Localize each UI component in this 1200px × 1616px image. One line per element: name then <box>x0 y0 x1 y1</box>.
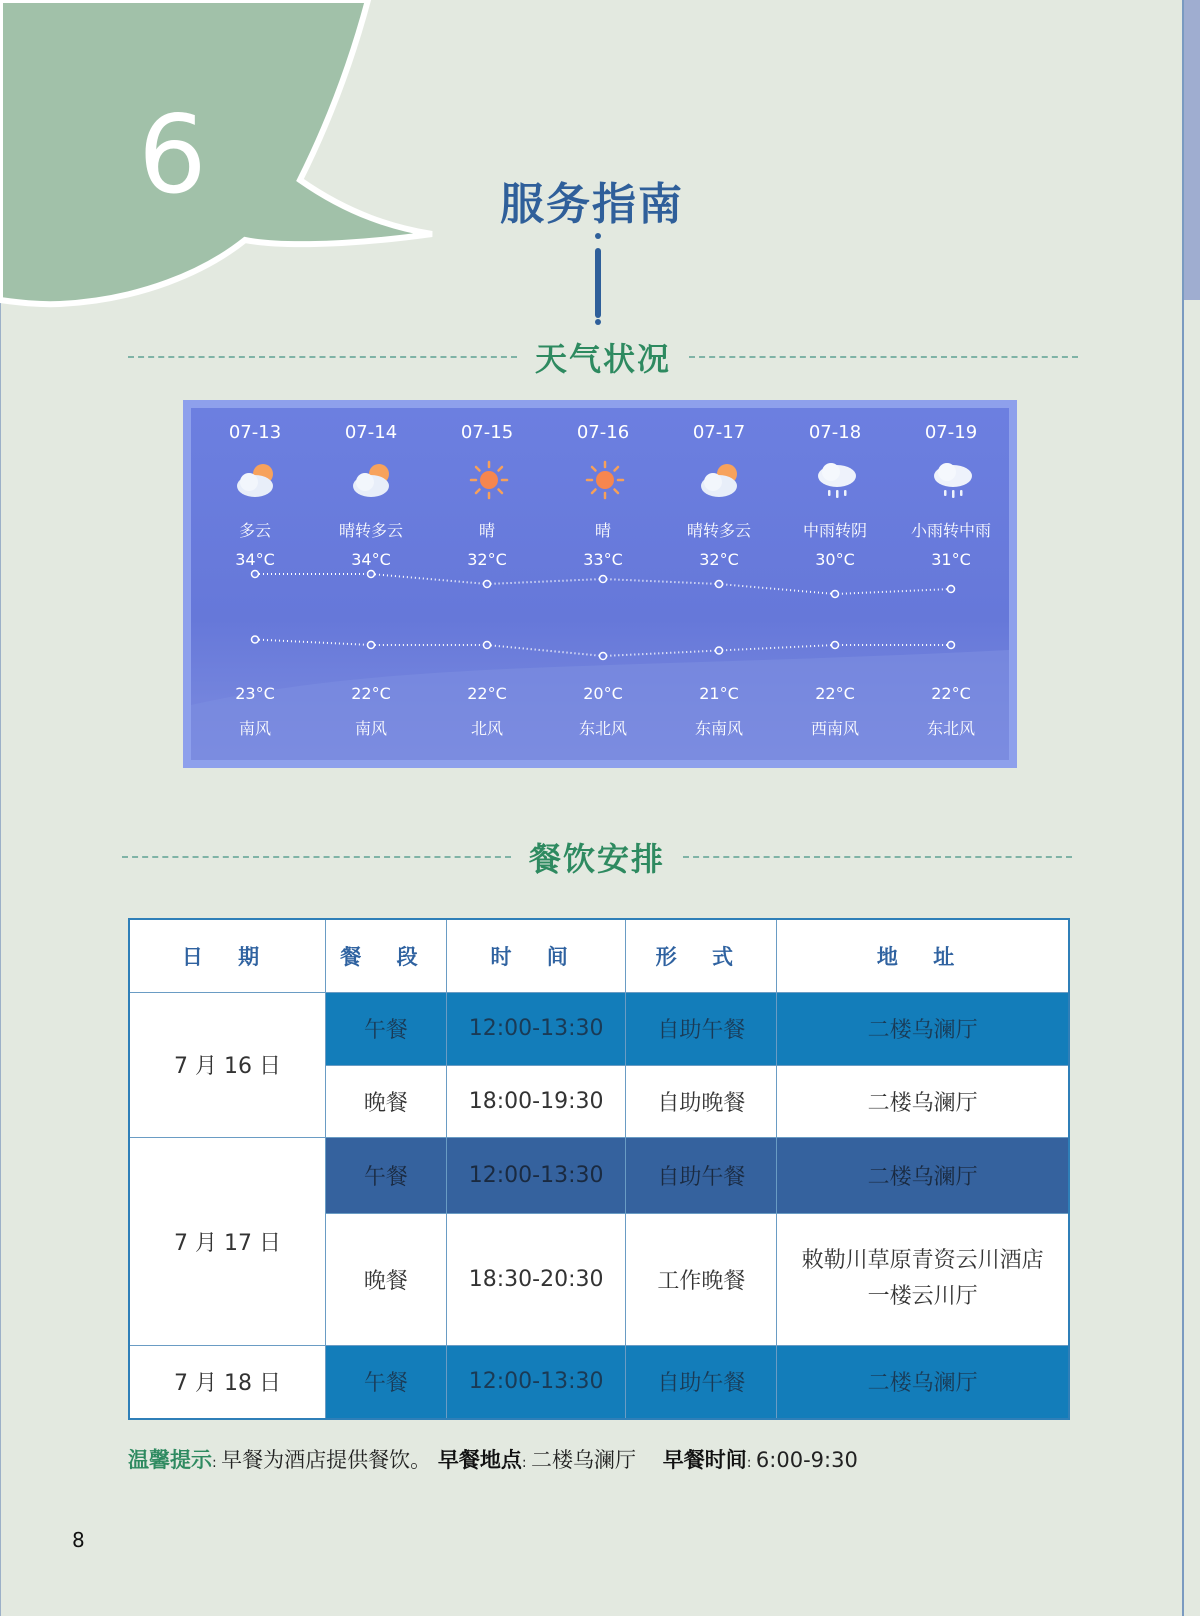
wind-direction: 东南风 <box>694 719 743 738</box>
high-temp-point <box>716 581 723 588</box>
high-temperature: 32°C <box>467 550 507 569</box>
high-temperature: 34°C <box>235 550 275 569</box>
format-cell: 自助午餐 <box>626 1345 777 1419</box>
high-temperature: 33°C <box>583 550 623 569</box>
low-temp-point <box>600 653 607 660</box>
sun-icon <box>467 460 511 500</box>
forecast-date: 07-14 <box>344 422 398 443</box>
low-temperature: 21°C <box>699 684 739 703</box>
high-temp-point <box>484 581 491 588</box>
low-temperature: 22°C <box>815 684 855 703</box>
low-temp-point <box>484 642 491 649</box>
time-cell: 18:00-19:30 <box>446 1065 626 1137</box>
header-meal: 餐 段 <box>326 919 447 992</box>
low-temperature: 22°C <box>351 684 391 703</box>
low-temp-point <box>832 642 839 649</box>
format-cell: 自助午餐 <box>626 1137 777 1213</box>
weather-forecast-card <box>183 400 1017 768</box>
high-temp-point <box>600 576 607 583</box>
weather-heading-text: 天气状况 <box>535 340 672 378</box>
dining-schedule-table <box>128 918 1070 1420</box>
tip-label: 温馨提示 <box>128 1448 212 1472</box>
high-temp-point <box>832 591 839 598</box>
dining-heading-text: 餐饮安排 <box>529 840 666 878</box>
wind-direction: 北风 <box>470 719 503 738</box>
forecast-date: 07-18 <box>808 422 862 443</box>
table-header-row <box>129 919 1069 992</box>
meal-cell: 午餐 <box>326 992 447 1065</box>
chapter-number: 6 <box>138 93 207 218</box>
low-temp-point <box>948 642 955 649</box>
weather-section-heading <box>128 334 1078 380</box>
meal-cell: 午餐 <box>326 1137 447 1213</box>
weather-condition: 小雨转中雨 <box>910 521 991 540</box>
location-cell <box>777 1213 1069 1345</box>
high-temperature: 32°C <box>699 550 739 569</box>
high-temperature: 34°C <box>351 550 391 569</box>
high-temperature: 30°C <box>815 550 855 569</box>
cloud-sun-icon <box>699 460 743 500</box>
breakfast-place-label: 早餐地点 <box>437 1448 522 1472</box>
cloud-sun-icon <box>351 460 395 500</box>
rain-cloud-icon <box>815 460 859 500</box>
sun-icon <box>583 460 627 500</box>
format-cell: 自助午餐 <box>626 992 777 1065</box>
forecast-date: 07-17 <box>692 422 746 443</box>
time-cell: 18:30-20:30 <box>446 1213 626 1345</box>
page-title: 服务指南 <box>500 179 684 230</box>
breakfast-place: 二楼乌澜厅 <box>531 1448 637 1472</box>
date-cell: 7 月 17 日 <box>129 1137 326 1345</box>
location-line-2: 一楼云川厅 <box>867 1284 978 1309</box>
header-date: 日 期 <box>129 919 326 992</box>
table-row <box>129 1137 1069 1213</box>
title-divider-ornament <box>592 230 604 326</box>
rain-cloud-icon <box>931 460 975 500</box>
date-cell: 7 月 18 日 <box>129 1345 326 1419</box>
forecast-date: 07-15 <box>460 422 514 443</box>
forecast-date: 07-19 <box>924 422 978 443</box>
low-temperature: 22°C <box>931 684 971 703</box>
high-temp-point <box>252 571 259 578</box>
cloud-sun-icon <box>235 460 279 500</box>
header-time: 时 间 <box>446 919 626 992</box>
location-cell: 二楼乌澜厅 <box>777 1065 1069 1137</box>
meal-cell: 晚餐 <box>326 1065 447 1137</box>
time-cell: 12:00-13:30 <box>446 1345 626 1419</box>
weather-condition: 晴 <box>594 521 611 540</box>
wind-direction: 东北风 <box>578 719 627 738</box>
weather-condition: 晴转多云 <box>686 521 751 540</box>
weather-condition: 晴转多云 <box>338 521 403 540</box>
weather-condition: 中雨转阴 <box>802 521 867 540</box>
weather-condition: 晴 <box>478 521 495 540</box>
forecast-date: 07-16 <box>576 422 630 443</box>
table-row <box>129 992 1069 1065</box>
high-temperature: 31°C <box>931 550 971 569</box>
wind-direction: 南风 <box>354 719 387 738</box>
location-line-1: 敕勒川草原青资云川酒店 <box>801 1248 1044 1273</box>
header-format: 形 式 <box>626 919 777 992</box>
heading-dashed-line-left <box>122 856 511 858</box>
location-cell: 二楼乌澜厅 <box>777 1345 1069 1419</box>
low-temp-point <box>716 647 723 654</box>
meal-cell: 午餐 <box>326 1345 447 1419</box>
weather-condition: 多云 <box>238 521 271 540</box>
heading-dashed-line-right <box>689 356 1078 358</box>
low-temperature: 20°C <box>583 684 623 703</box>
low-temperature: 23°C <box>235 684 275 703</box>
location-cell: 二楼乌澜厅 <box>777 1137 1069 1213</box>
wind-direction: 西南风 <box>810 719 859 738</box>
dining-section-heading <box>122 834 1072 880</box>
breakfast-time-label: 早餐时间 <box>662 1448 747 1472</box>
heading-dashed-line-left <box>128 356 517 358</box>
date-cell: 7 月 16 日 <box>129 992 326 1137</box>
breakfast-tip: 温馨提示: 早餐为酒店提供餐饮。 早餐地点: 二楼乌澜厅 早餐时间: 6:00-9:30 <box>128 1448 858 1472</box>
page-edge-strip <box>1184 0 1200 300</box>
chapter-bubble <box>0 0 440 320</box>
format-cell: 工作晚餐 <box>626 1213 777 1345</box>
header-location: 地 址 <box>777 919 1069 992</box>
breakfast-time: 6:00-9:30 <box>755 1448 858 1472</box>
wind-direction: 南风 <box>238 719 271 738</box>
time-cell: 12:00-13:30 <box>446 1137 626 1213</box>
low-temperature: 22°C <box>467 684 507 703</box>
high-temp-point <box>368 571 375 578</box>
format-cell: 自助晚餐 <box>626 1065 777 1137</box>
time-cell: 12:00-13:30 <box>446 992 626 1065</box>
table-row <box>129 1345 1069 1419</box>
location-cell: 二楼乌澜厅 <box>777 992 1069 1065</box>
wind-direction: 东北风 <box>926 719 975 738</box>
meal-cell: 晚餐 <box>326 1213 447 1345</box>
tip-text: 早餐为酒店提供餐饮。 <box>221 1448 432 1472</box>
page-number: 8 <box>72 1528 85 1552</box>
forecast-date: 07-13 <box>228 422 282 443</box>
high-temp-point <box>948 586 955 593</box>
heading-dashed-line-right <box>683 856 1072 858</box>
low-temp-point <box>252 636 259 643</box>
low-temp-point <box>368 642 375 649</box>
